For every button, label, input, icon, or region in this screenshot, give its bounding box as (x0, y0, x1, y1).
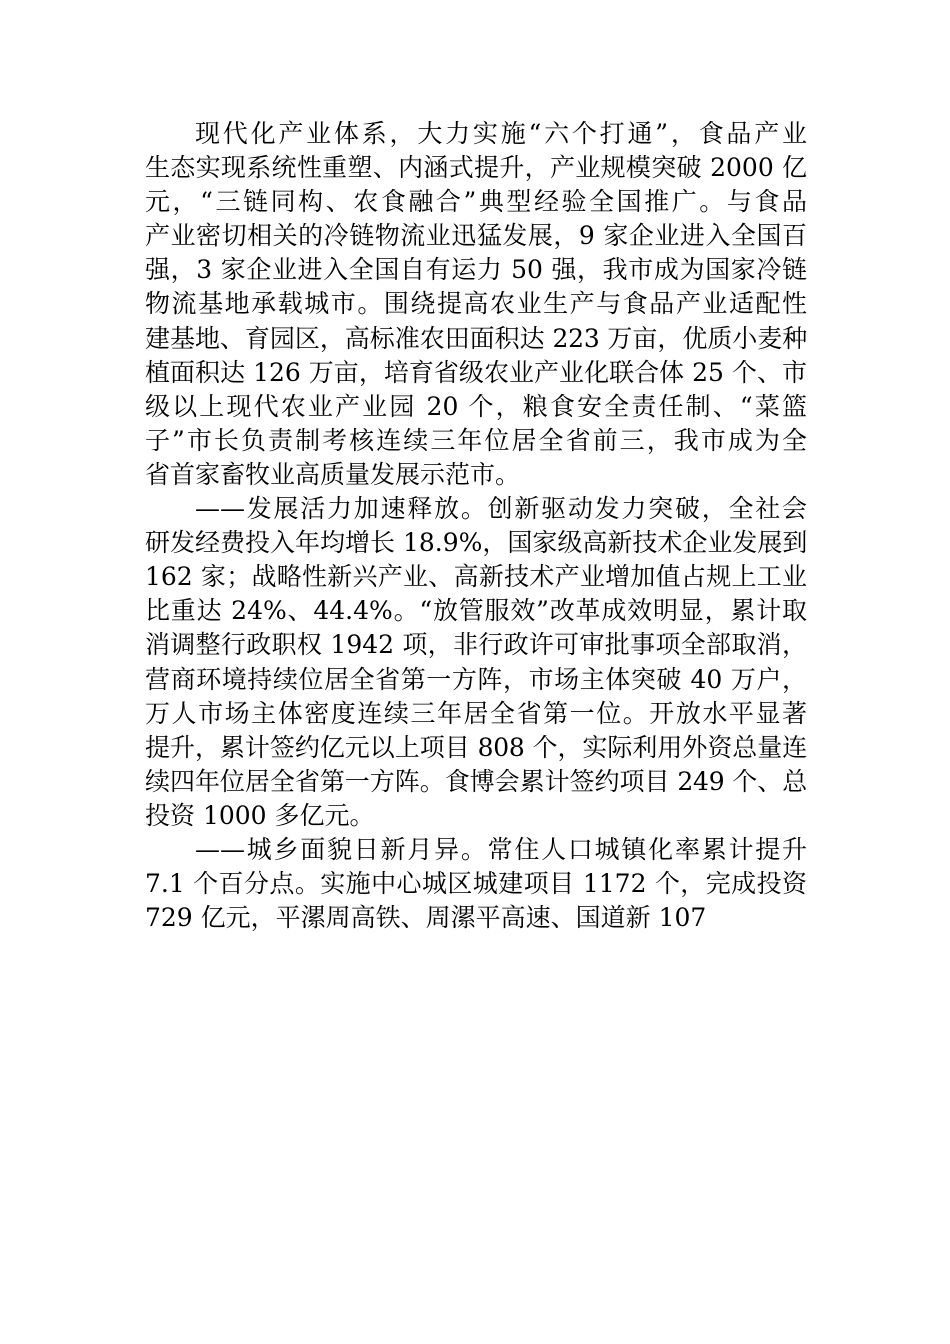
paragraph-line: 729 亿元，平漯周高铁、周漯平高速、国道新 107 (145, 903, 707, 933)
paragraph-line: 营商环境持续位居全省第一方阵，市场主体突破 40 万户， (145, 664, 807, 694)
paragraph-line: ——城乡面貌日新月异。常住人口城镇化率累计提升 (195, 834, 807, 864)
paragraph-line: 提升，累计签约亿元以上项目 808 个，实际利用外资总量连 (145, 732, 807, 762)
paragraph-line: 万人市场主体密度连续三年居全省第一位。开放水平显著 (145, 698, 807, 728)
paragraph-line: 生态实现系统性重塑、内涵式提升，产业规模突破 2000 亿 (145, 153, 807, 183)
paragraph-line: 投资 1000 多亿元。 (145, 800, 375, 830)
paragraph-line: 植面积达 126 万亩，培育省级农业产业化联合体 25 个、市 (145, 357, 807, 387)
paragraph-line: 研发经费投入年均增长 18.9%，国家级高新技术企业发展到 (145, 528, 808, 558)
document-body (145, 117, 807, 935)
paragraph-line: 元，“三链同构、农食融合”典型经验全国推广。与食品 (145, 187, 807, 217)
paragraph-line: 建基地、育园区，高标准农田面积达 223 万亩，优质小麦种 (145, 323, 807, 353)
paragraph-industry (145, 117, 807, 492)
paragraph-line: 比重达 24%、44.4%。“放管服效”改革成效明显，累计取 (145, 596, 807, 626)
paragraph-line: 现代化产业体系，大力实施“六个打通”，食品产业 (195, 119, 807, 148)
paragraph-line: 物流基地承载城市。围绕提高农业生产与食品产业适配性 (145, 289, 807, 319)
paragraph-line: 162 家；战略性新兴产业、高新技术产业增加值占规上工业 (145, 562, 807, 592)
paragraph-line: ——发展活力加速释放。创新驱动发力突破，全社会 (195, 494, 807, 524)
paragraph-line: 续四年位居全省第一方阵。食博会累计签约项目 249 个、总 (145, 766, 807, 796)
paragraph-line: 强，3 家企业进入全国自有运力 50 强，我市成为国家冷链 (145, 255, 807, 285)
paragraph-line: 产业密切相关的冷链物流业迅猛发展，9 家企业进入全国百 (145, 221, 807, 251)
paragraph-line: 省首家畜牧业高质量发展示范市。 (145, 459, 521, 489)
paragraph-line: 级以上现代农业产业园 20 个，粮食安全责任制、“菜篮 (145, 391, 807, 421)
paragraph-line: 子”市长负责制考核连续三年位居全省前三，我市成为全 (145, 425, 807, 455)
paragraph-line: 7.1 个百分点。实施中心城区城建项目 1172 个，完成投资 (145, 869, 807, 899)
paragraph-line: 消调整行政职权 1942 项，非行政许可审批事项全部取消， (145, 630, 807, 660)
paragraph-urban-rural (145, 833, 807, 935)
paragraph-development-vitality (145, 492, 807, 833)
